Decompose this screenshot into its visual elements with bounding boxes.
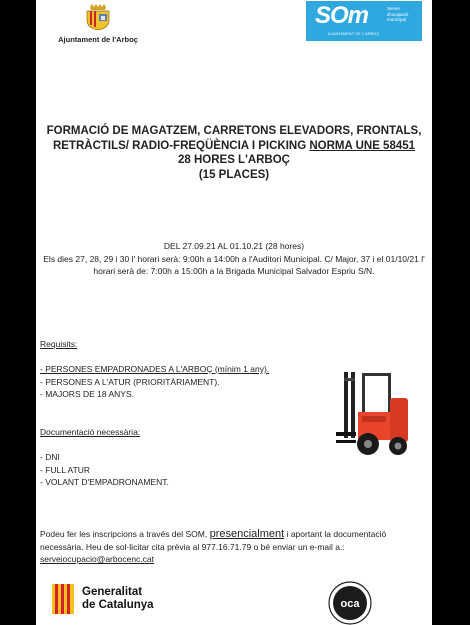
title-line-2 <box>36 139 432 154</box>
som-logo <box>306 1 422 41</box>
oca-label: oca <box>340 598 360 610</box>
som-logo-subtitle <box>387 6 408 23</box>
title-line-2-text: RETRÀCTILS/ RADIO-FREQÜÈNCIA I PICKING <box>52 139 310 152</box>
list-item: - DNI <box>40 452 60 462</box>
forklift-image <box>322 370 414 458</box>
som-logo-bottom: AJUNTAMENT DE L'ARBOÇ <box>328 32 380 36</box>
inscriptions-text-part: Podeu fer les inscripcions a través del SOM, <box>40 529 210 539</box>
som-subtitle-line: Servei <box>387 6 400 11</box>
list-item: - PERSONES A L'ATUR (PRIORITÀRIAMENT). <box>40 376 220 387</box>
generalitat-logo <box>52 583 170 615</box>
som-logo-word: SOm <box>315 2 369 29</box>
ajuntament-logo <box>48 4 148 44</box>
documentacio-list <box>40 451 169 489</box>
norma-une: NORMA UNE 58451 <box>309 139 416 152</box>
title-line-3: 28 HORES L'ARBOÇ <box>177 154 290 166</box>
list-item: - MAJORS DE 18 ANYS. <box>40 389 134 399</box>
flyer-page <box>36 0 432 625</box>
course-schedule: Els dies 27, 28, 29 i 30 l' horari serà: 9:00h a 14:00h a l'Auditori Municipal. C/ Major, 37 i el 01/10/21 l' horari serà de: 7:00h a 15:00h a la Brigada Municipal Salvador Espriu S/N. <box>43 253 425 276</box>
coat-of-arms-icon <box>83 4 113 30</box>
som-subtitle-line: municipal <box>387 17 407 22</box>
inscriptions-text-part: i aportant la documentació necessària. Heu de sol·licitar cita prèvia al 977.16.71.79 o bé enviar un e-mail a.: <box>40 529 387 552</box>
generalitat-line: Generalitat <box>82 586 143 598</box>
oca-certification-logo <box>324 580 376 625</box>
senyera-icon <box>52 584 74 614</box>
inscriptions-text <box>40 528 424 566</box>
requisits-label: Requisits: <box>40 339 78 349</box>
title-line-4: (15 PLACES) <box>198 168 270 181</box>
som-subtitle-line: d'ocupació <box>387 11 409 17</box>
list-item: - PERSONES EMPADRONADES A L'ARBOÇ (mínim 1 any). <box>40 364 270 374</box>
municipality-name: Ajuntament de l'Arboç <box>58 35 138 44</box>
requisits-list <box>40 363 269 401</box>
presencialment-emphasis: presencialment <box>209 528 285 540</box>
list-item: - VOLANT D'EMPADRONAMENT. <box>40 477 169 487</box>
documentacio-label: Documentació necessària: <box>40 427 141 437</box>
title-line-1: FORMACIÓ DE MAGATZEM, CARRETONS ELEVADORS, FRONTALS, <box>46 125 422 137</box>
course-period: DEL 27.09.21 AL 01.10.21 (28 hores) <box>163 241 305 251</box>
email-link[interactable]: serveiocupacio@arbocenc.cat <box>40 554 154 564</box>
generalitat-line: de Catalunya <box>82 598 154 611</box>
generalitat-name <box>82 586 154 611</box>
list-item: - FULL ATUR <box>40 464 91 475</box>
course-title <box>36 124 432 182</box>
dates-block <box>42 240 426 278</box>
